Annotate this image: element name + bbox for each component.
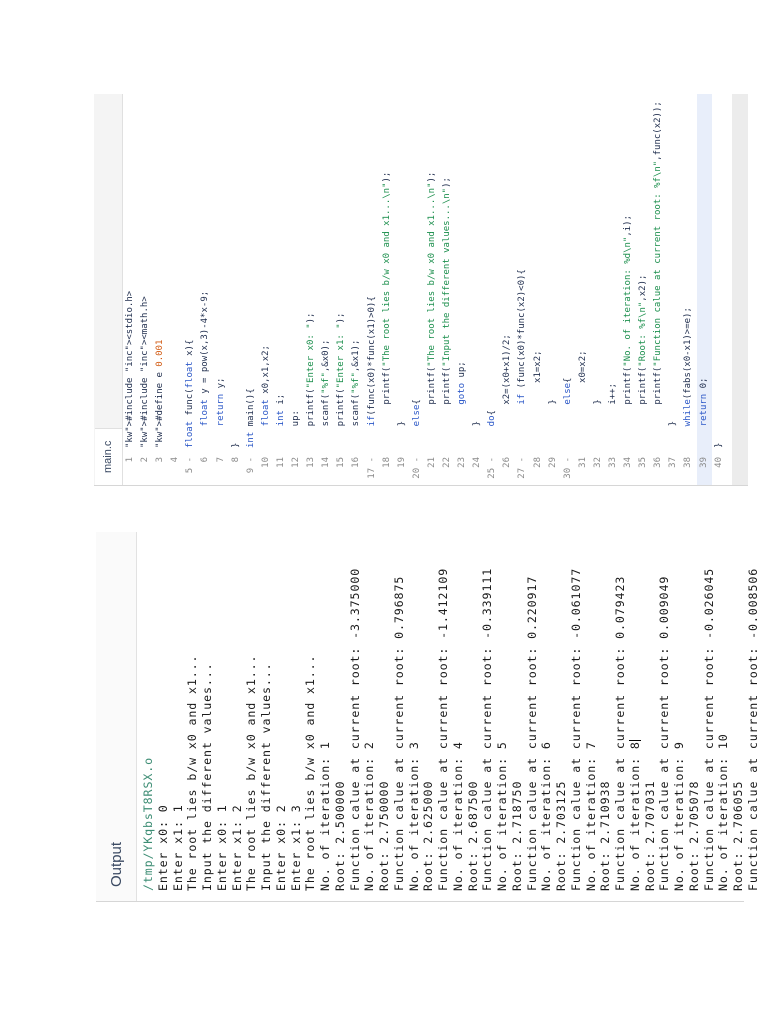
- line-number: 9 -: [245, 457, 256, 474]
- output-line: No. of iteration: 6: [539, 741, 554, 891]
- line-number: 12: [291, 457, 302, 468]
- code-text: printf("Enter x1: ");: [336, 312, 347, 448]
- code-line[interactable]: [651, 94, 666, 485]
- code-line[interactable]: [274, 94, 289, 485]
- code-text: "kw">#include "inc"><stdio.h>: [125, 290, 135, 448]
- code-line[interactable]: [153, 94, 168, 485]
- code-text: else{: [562, 377, 573, 405]
- output-line: Function calue at current root: 0.009049: [657, 575, 672, 891]
- code-line[interactable]: [410, 94, 425, 485]
- code-line[interactable]: [712, 94, 727, 485]
- code-line[interactable]: [500, 94, 515, 485]
- output-line: Root: 2.706055: [731, 780, 745, 891]
- line-number: 36: [653, 457, 664, 468]
- code-line[interactable]: [123, 94, 138, 485]
- editor-tab-bar: [94, 94, 123, 485]
- line-number: 28: [532, 457, 543, 468]
- line-number: 21: [426, 457, 437, 468]
- output-header: [96, 532, 137, 901]
- code-line[interactable]: [198, 94, 213, 485]
- output-line: The root lies b/w x0 and x1...: [244, 654, 259, 891]
- output-line: No. of iteration: 9: [672, 741, 686, 891]
- output-line: Function calue at current root: 0.220917: [524, 575, 539, 891]
- code-line[interactable]: [697, 94, 712, 485]
- output-line: The root lies b/w x0 and x1...: [303, 654, 318, 891]
- code-text: if (func(x0)*func(x2)<0){: [517, 269, 528, 405]
- code-line[interactable]: [485, 94, 500, 485]
- line-number: 22: [441, 457, 452, 468]
- output-line: Root: 2.500000: [332, 780, 347, 891]
- code-text: return y;: [215, 377, 226, 427]
- output-line: Root: 2.703125: [554, 780, 568, 891]
- code-line[interactable]: [455, 94, 470, 485]
- code-line[interactable]: [425, 94, 440, 485]
- line-number: 23: [457, 457, 468, 468]
- code-text: up:: [291, 410, 302, 448]
- line-number: 13: [306, 457, 317, 468]
- output-line: Enter x0: 0: [155, 804, 170, 891]
- code-line[interactable]: [244, 94, 259, 485]
- code-text: }: [668, 420, 679, 448]
- output-line: No. of iteration: 1: [318, 741, 332, 891]
- output-line: Function calue at current root: -1.412109: [436, 567, 450, 891]
- output-line: Enter x1: 1: [170, 804, 185, 891]
- line-number: 26: [502, 457, 513, 468]
- code-text: scanf("%f",&x1);: [351, 339, 362, 448]
- line-number: 37: [668, 457, 679, 468]
- line-number: 2: [140, 457, 151, 463]
- line-number: 11: [275, 457, 286, 468]
- output-file-path: /tmp/YKqbsT8RSX.o: [141, 757, 155, 891]
- code-line[interactable]: [183, 94, 198, 485]
- code-line[interactable]: [349, 94, 364, 485]
- code-line[interactable]: [606, 94, 621, 485]
- line-number: 29: [547, 457, 558, 468]
- code-text: printf("Function calue at current root: %f\n",func(x2));: [653, 101, 664, 448]
- output-line: No. of iteration: 3: [406, 741, 421, 891]
- output-line: No. of iteration: 5: [495, 741, 509, 891]
- output-line: Function calue at current root: -0.339111: [480, 567, 495, 891]
- code-text: "kw">#include "inc"><math.h>: [140, 296, 151, 448]
- output-line: Function calue at current root: 0.079423: [613, 575, 627, 891]
- text-cursor: [629, 740, 641, 741]
- code-line[interactable]: [591, 94, 606, 485]
- output-line: Enter x0: 1: [214, 804, 229, 891]
- code-text: printf("No. of iteration: %d\n",i);: [623, 214, 634, 448]
- code-line[interactable]: [259, 94, 274, 485]
- line-number: 35: [638, 457, 649, 468]
- line-number: 14: [321, 457, 332, 468]
- line-number: 17 -: [366, 457, 377, 479]
- code-text: float x0,x1,x2;: [260, 345, 271, 427]
- output-line: Input the different values...: [259, 662, 273, 891]
- code-line[interactable]: [681, 94, 696, 485]
- code-editor-panel: [94, 94, 748, 486]
- code-line[interactable]: [319, 94, 334, 485]
- line-number: 30 -: [562, 457, 573, 479]
- code-text: "kw">#define e 0.001: [155, 339, 166, 448]
- output-panel: [96, 532, 760, 902]
- line-number: 15: [336, 457, 347, 468]
- line-number: 39: [698, 457, 709, 468]
- code-text: scanf("%f",&x0);: [321, 339, 332, 448]
- output-line: Function calue at current root: -3.375000: [347, 567, 362, 891]
- code-text: printf("Input the different values...\n");: [441, 177, 452, 448]
- output-line: No. of iteration: 4: [450, 741, 465, 891]
- line-number: 38: [683, 457, 694, 468]
- output-line: Input the different values...: [200, 662, 214, 891]
- line-number: 16: [351, 457, 362, 468]
- line-number: 24: [472, 457, 483, 468]
- line-number: 25 -: [487, 457, 498, 479]
- code-text: x0=x2;: [577, 350, 588, 448]
- code-text: printf("The root lies b/w x0 and x1...\n");: [426, 171, 437, 448]
- code-line[interactable]: [229, 94, 244, 485]
- output-line: Enter x1: 3: [288, 804, 303, 891]
- line-number: 5 -: [185, 457, 196, 474]
- code-text: do{: [487, 410, 498, 427]
- code-line[interactable]: [636, 94, 651, 485]
- output-line: Root: 2.707031: [642, 780, 657, 891]
- code-area[interactable]: [123, 94, 727, 485]
- code-text: return 0;: [698, 377, 709, 427]
- output-line: Enter x0: 2: [273, 804, 288, 891]
- code-text: printf("Root: %f\n",x2);: [638, 274, 649, 448]
- output-line: Root: 2.718750: [509, 780, 524, 891]
- code-line[interactable]: [515, 94, 530, 485]
- output-line: Function calue at current root: -0.061077: [568, 567, 583, 891]
- code-line[interactable]: [168, 94, 183, 485]
- line-number: 20 -: [411, 457, 422, 479]
- line-number: 34: [623, 457, 634, 468]
- code-line[interactable]: [395, 94, 410, 485]
- code-line[interactable]: [576, 94, 591, 485]
- line-number: 31: [577, 457, 588, 468]
- code-line[interactable]: [334, 94, 349, 485]
- code-line[interactable]: [531, 94, 546, 485]
- code-text: }: [592, 399, 603, 448]
- output-title: Output: [107, 841, 125, 887]
- code-line[interactable]: [621, 94, 636, 485]
- line-number: 27 -: [517, 457, 528, 479]
- horizontal-scrollbar[interactable]: [732, 94, 748, 485]
- line-number: 6: [200, 457, 211, 463]
- code-text: int i;: [275, 393, 286, 427]
- output-console[interactable]: [137, 532, 761, 901]
- output-line: Function calue at current root: -0.026045: [701, 567, 716, 891]
- output-line: No. of iteration: 2: [362, 741, 377, 891]
- code-text: x2=(x0+x1)/2;: [502, 334, 513, 448]
- code-text: }: [547, 399, 558, 448]
- line-number: 32: [592, 457, 603, 468]
- code-text: else{: [411, 399, 422, 427]
- code-line[interactable]: [666, 94, 681, 485]
- line-number: 7: [215, 457, 226, 463]
- output-line: Root: 2.705078: [686, 780, 701, 891]
- code-text: while(fabs(x0-x1)>=e);: [683, 307, 694, 427]
- code-line[interactable]: [289, 94, 304, 485]
- code-line[interactable]: [304, 94, 319, 485]
- code-text: }: [396, 420, 407, 448]
- line-number: 18: [381, 457, 392, 468]
- code-line[interactable]: [440, 94, 455, 485]
- output-line: Function calue at current root: -0.008506: [745, 567, 760, 891]
- code-text: x1=x2;: [532, 350, 543, 448]
- code-line[interactable]: [138, 94, 153, 485]
- code-text: }: [472, 420, 483, 448]
- code-text: printf("The root lies b/w x0 and x1...\n");: [381, 171, 392, 448]
- output-line: No. of iteration: 7: [583, 741, 598, 891]
- line-number: 33: [608, 457, 618, 468]
- code-text: }: [230, 442, 241, 448]
- code-line[interactable]: [546, 94, 561, 485]
- output-line: Root: 2.750000: [377, 780, 391, 891]
- tab-main-c[interactable]: main.c: [95, 428, 122, 485]
- line-number: 8: [230, 457, 241, 463]
- line-number: 3: [155, 457, 166, 463]
- line-number: 4: [170, 457, 181, 463]
- code-text: i++;: [608, 382, 618, 448]
- output-line: Root: 2.687500: [465, 780, 480, 891]
- code-text: goto up;: [457, 361, 468, 405]
- code-text: printf("Enter x0: ");: [306, 312, 317, 448]
- code-text: int main(){: [245, 388, 256, 448]
- code-text: float y = pow(x,3)-4*x-9;: [200, 290, 211, 427]
- output-line: The root lies b/w x0 and x1...: [185, 654, 200, 891]
- output-line: Function calue at current root: 0.796875: [391, 575, 406, 891]
- output-line: No. of iteration: 10: [716, 733, 731, 891]
- code-line[interactable]: [214, 94, 229, 485]
- code-line[interactable]: [365, 94, 380, 485]
- code-text: if(func(x0)*func(x1)>0){: [366, 296, 377, 427]
- code-text: }: [713, 442, 724, 448]
- code-line[interactable]: [561, 94, 576, 485]
- code-text: float func(float x){: [185, 339, 196, 448]
- line-number: 1: [125, 457, 135, 463]
- line-number: 40: [713, 457, 724, 468]
- output-line: Enter x1: 2: [229, 804, 244, 891]
- output-line: Root: 2.710938: [598, 780, 613, 891]
- output-line: No. of iteration: 8: [627, 741, 642, 891]
- code-line[interactable]: [380, 94, 395, 485]
- line-number: 19: [396, 457, 407, 468]
- output-line: Root: 2.625000: [421, 780, 436, 891]
- code-line[interactable]: [470, 94, 485, 485]
- line-number: 10: [260, 457, 271, 468]
